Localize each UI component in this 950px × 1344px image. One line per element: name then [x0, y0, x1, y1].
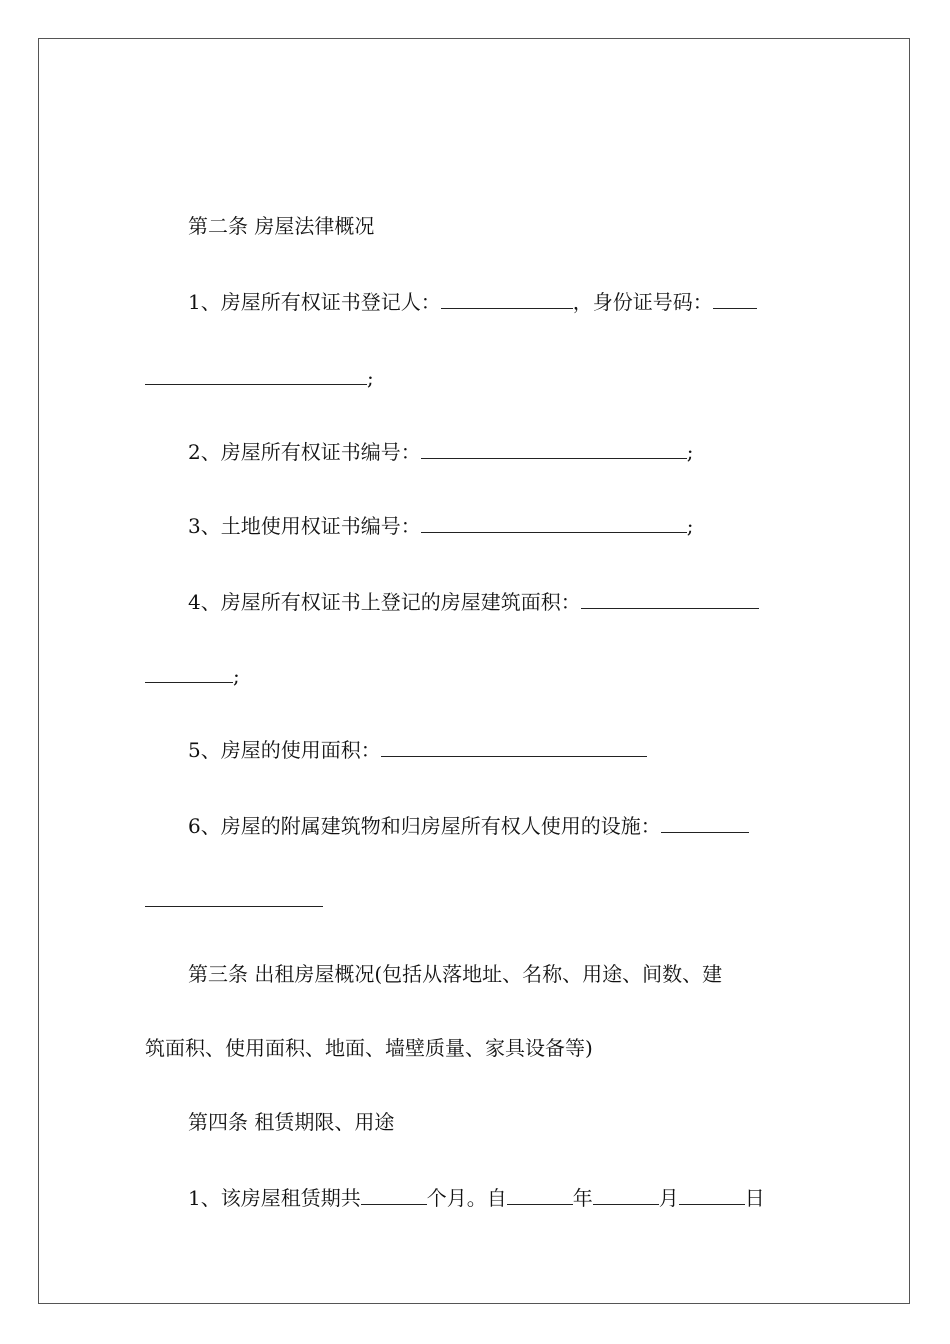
item-5-label: 5、房屋的使用面积：: [188, 738, 381, 762]
item-4-end: ;: [233, 664, 240, 688]
article-2-item-1: [188, 288, 808, 316]
land-certificate-number-blank[interactable]: [421, 512, 687, 533]
article-4-heading: [188, 1108, 808, 1136]
article-2-item-1-continued: [145, 364, 805, 392]
months-from-label: 个月。自: [426, 1186, 507, 1210]
article-2-heading: [188, 212, 808, 240]
item-4-label: 4、房屋所有权证书上登记的房屋建筑面积：: [188, 590, 581, 614]
item-2-label: 2、房屋所有权证书编号：: [188, 440, 421, 464]
facilities-blank-end[interactable]: [145, 886, 323, 907]
item-1-label: 1、房屋所有权证书登记人：: [188, 290, 441, 314]
start-day-blank[interactable]: [679, 1184, 745, 1205]
article-4-heading-text: 第四条 租赁期限、用途: [188, 1110, 395, 1134]
facilities-blank-start[interactable]: [661, 812, 749, 833]
article-2-heading-text: 第二条 房屋法律概况: [188, 214, 375, 238]
item-3-label: 3、土地使用权证书编号：: [188, 514, 421, 538]
article-2-item-3: [188, 512, 808, 540]
lease-months-blank[interactable]: [361, 1184, 427, 1205]
article-3-heading-continued: [145, 1034, 805, 1062]
article-3-heading-line-1: 第三条 出租房屋概况(包括从落地址、名称、用途、间数、建: [188, 962, 723, 986]
item-1-end: ;: [367, 366, 374, 390]
usable-area-blank[interactable]: [381, 736, 647, 757]
month-label: 月: [658, 1186, 679, 1210]
article-2-item-6: [188, 812, 808, 840]
id-number-blank-end[interactable]: [145, 364, 367, 385]
item-3-end: ;: [686, 514, 694, 538]
day-label: 日: [744, 1186, 765, 1210]
start-year-blank[interactable]: [507, 1184, 573, 1205]
year-label: 年: [572, 1186, 593, 1210]
article-2-item-2: [188, 438, 808, 466]
article-2-item-6-continued: [145, 886, 805, 914]
article-2-item-5: [188, 736, 808, 764]
lease-term-label: 1、该房屋租赁期共: [188, 1186, 361, 1210]
article-2-item-4: [188, 588, 808, 616]
article-2-item-4-continued: [145, 662, 805, 690]
item-2-end: ;: [686, 440, 694, 464]
article-3-heading-line-2: 筑面积、使用面积、地面、墙壁质量、家具设备等): [145, 1036, 593, 1060]
id-number-blank-start[interactable]: [713, 288, 757, 309]
article-3-heading: [188, 960, 808, 988]
building-area-blank-end[interactable]: [145, 662, 233, 683]
start-month-blank[interactable]: [593, 1184, 659, 1205]
certificate-number-blank[interactable]: [421, 438, 687, 459]
building-area-blank-start[interactable]: [581, 588, 759, 609]
article-4-item-1: [188, 1184, 808, 1212]
id-number-label: ，身份证号码：: [572, 290, 713, 314]
registrant-blank[interactable]: [441, 288, 573, 309]
item-6-label: 6、房屋的附属建筑物和归房屋所有权人使用的设施：: [188, 814, 661, 838]
